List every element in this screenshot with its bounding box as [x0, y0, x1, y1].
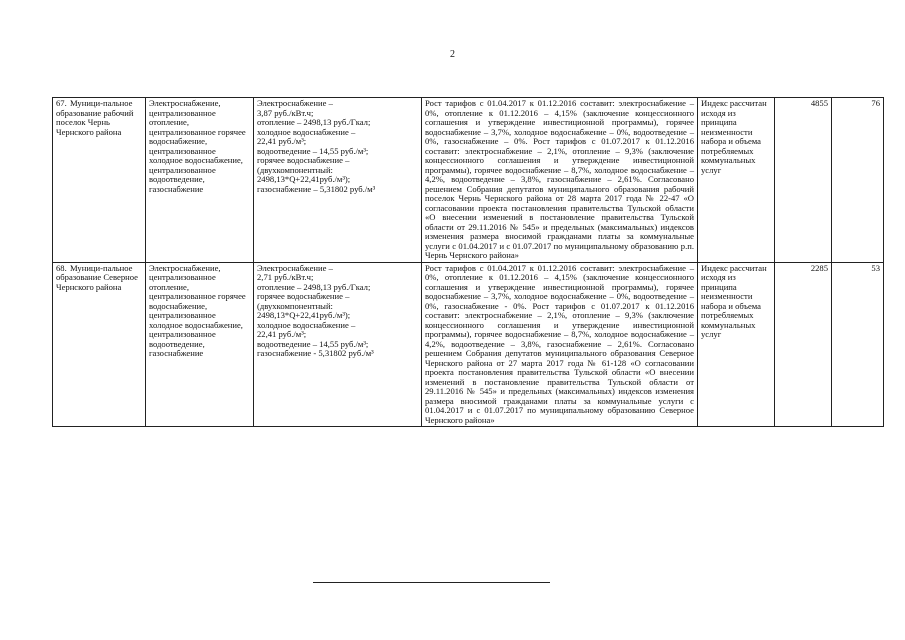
index-note-cell: Индекс рассчитан исходя из принципа неизменности набора и объема потребляемых коммунальных услуг: [698, 262, 775, 427]
tariff-line: газоснабжение – 5,31802 руб./м³: [257, 183, 376, 194]
population-cell: 4855: [775, 98, 832, 263]
tariff-line: отопление – 2498,13 руб./Гкал;: [257, 281, 371, 292]
tariff-line: 2498,13*Q+22,41руб./м³);: [257, 174, 351, 184]
growth-cell: Рост тарифов с 01.04.2017 к 01.12.2016 составит: электроснабжение – 0%, отопление к 01.12.2016 – 4,15% (заключение концессионного соглашения и утверждение инвестиционной программы), горячее водоснабжение – 3,7%, холодное водоснабжение – 0%, водоотведение – 0%, газоснабжение – 0%. Рост тарифов с 01.07.2017 к 01.12.2016 составит: электроснабжение – 2,1%, отопление – 9,3% (заключение концессионного соглашения и утверждение инвестиционной программы), горячее водоснабжение – 8,7%, холодное водоснабжение – 4,2%, водоотведение – 3,8%, газоснабжение – 2,61%. Согласовано решением Собрания депутатов муниципального образования рабочий поселок Чернь Чернского района от 28 марта 2017 года № 22-47 «О согласовании проекта постановления правительства Тульской области «О внесении изменений в постановление правительства Тульской области от 29.11.2016 № 545» и предельных (максимальных) индексов изменения размера вносимой гражданами платы за коммунальные услуги с 01.04.2017 и с 01.07.2017 по муниципальному образованию р.п. Чернь Чернского района»: [422, 98, 698, 263]
tariff-line: горячее водоснабжение –: [257, 155, 350, 165]
tariff-line: 2,71 руб./кВт.ч;: [257, 272, 314, 282]
tariff-line: горячее водоснабжение –: [257, 291, 350, 301]
table-row: [53, 262, 884, 427]
municipality-cell: [53, 98, 146, 263]
row-number: 67.: [56, 98, 67, 108]
tariff-line: водоотведение – 14,55 руб./м³;: [257, 338, 369, 349]
tariff-line: 22,41 руб./м³;: [257, 329, 307, 339]
share-cell: 53: [832, 262, 884, 427]
municipality-cell: [53, 262, 146, 427]
page-number: 2: [450, 49, 455, 60]
row-number: 68.: [56, 262, 67, 273]
tariffs-cell: [254, 98, 422, 263]
tariff-line: (двухкомпонентный:: [257, 300, 333, 311]
tariff-line: холодное водоснабжение –: [257, 319, 356, 330]
municipality-name: Муници-пальное образование Северное Чернского района: [56, 262, 138, 292]
footer-rule: [313, 582, 550, 583]
tariff-line: 2498,13*Q+22,41руб./м³);: [257, 310, 351, 320]
services-cell: Электроснабжение, централизованное отопление, централизованное горячее водоснабжение, централизованное холодное водоснабжение, централизованное водоотведение, газоснабжение: [146, 98, 254, 263]
tariff-line: Электроснабжение –: [257, 98, 333, 108]
share-cell: 76: [832, 98, 884, 263]
tariff-line: Электроснабжение –: [257, 262, 333, 273]
table-row: [53, 98, 884, 263]
index-note-cell: Индекс рассчитан исходя из принципа неизменности набора и объема потребляемых коммунальных услуг: [698, 98, 775, 263]
services-cell: Электроснабжение, централизованное отопление, централизованное горячее водоснабжение, централизованное холодное водоснабжение, централизованное водоотведение, газоснабжение: [146, 262, 254, 427]
tariff-line: 22,41 руб./м³;: [257, 136, 307, 146]
tariff-line: 3,87 руб./кВт.ч;: [257, 107, 314, 118]
tariff-line: (двухкомпонентный:: [257, 164, 333, 175]
tariff-line: газоснабжение - 5,31802 руб./м³: [257, 348, 374, 358]
tariff-table: [52, 97, 884, 427]
growth-cell: Рост тарифов с 01.04.2017 к 01.12.2016 составит: электроснабжение – 0%, отопление к 01.12.2016 – 4,15% (заключение концессионного соглашения и утверждение инвестиционной программы), горячее водоснабжение – 3,7%, холодное водоснабжение – 0%, водоотведение – 0%, газоснабжение - 0%. Рост тарифов с 01.07.2017 к 01.12.2016 составит: электроснабжение – 2,1%, отопление – 9,3% (заключение концессионного соглашения и утверждение инвестиционной программы), горячее водоснабжение – 8,7%, холодное водоснабжение – 4,2%, водоотведение – 3,8%, газоснабжение – 2,61%. Согласовано решением Собрания депутатов муниципального образования Северное Чернского района от 27 марта 2017 года № 61-128 «О согласовании проекта постановления правительства Тульской области «О внесении изменений в постановление правительства Тульской области от 29.11.2016 № 545» и предельных (максимальных) индексов изменения размера вносимой гражданами платы за коммунальные услуги с 01.04.2017 и с 01.07.2017 по муниципальному образованию Северное Чернского района»: [422, 262, 698, 427]
tariff-line: отопление – 2498,13 руб./Гкал;: [257, 117, 371, 127]
tariff-line: водоотведение – 14,55 руб./м³;: [257, 145, 369, 156]
tariff-line: холодное водоснабжение –: [257, 126, 356, 137]
municipality-name: Муници-пальное образование рабочий поселок Чернь Чернского района: [56, 98, 134, 137]
population-cell: 2285: [775, 262, 832, 427]
tariffs-cell: [254, 262, 422, 427]
